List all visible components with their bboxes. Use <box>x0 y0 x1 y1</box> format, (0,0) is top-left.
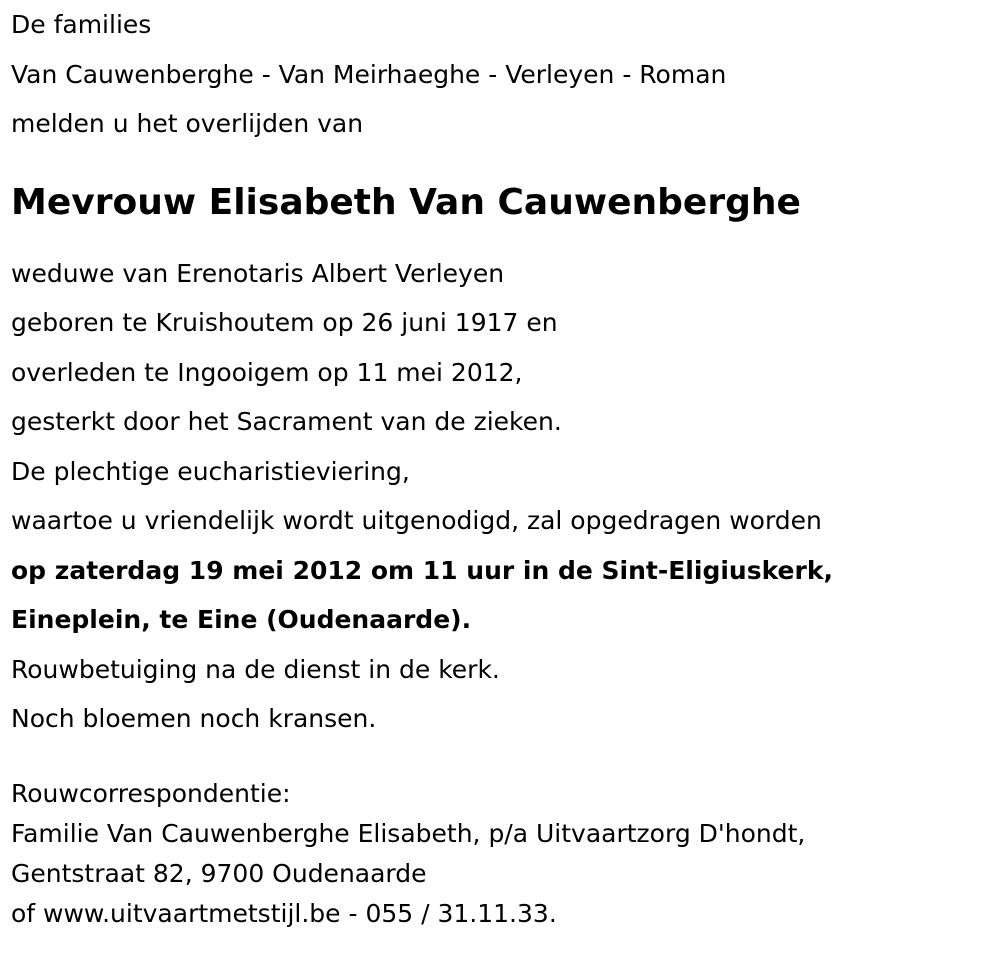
deceased-name: Mevrouw Elisabeth Van Cauwenberghe <box>11 181 801 223</box>
detail-widow: weduwe van Erenotaris Albert Verleyen <box>11 258 505 288</box>
service-location: Eineplein, te Eine (Oudenaarde). <box>11 605 472 634</box>
detail-born: geboren te Kruishoutem op 26 juni 1917 en <box>11 308 558 337</box>
intro-announcement: melden u het overlijden van <box>11 109 364 138</box>
service-date-church: op zaterdag 19 mei 2012 om 11 uur in de Sint-Eligiuskerk, <box>11 555 833 585</box>
detail-invitation: waartoe u vriendelijk wordt uitgenodigd, zal opgedragen worden <box>11 506 822 535</box>
detail-sacrament: gesterkt door het Sacrament van de zieken. <box>11 407 562 436</box>
condolences-note: Rouwbetuiging na de dienst in de kerk. <box>11 654 500 684</box>
correspondence-heading: Rouwcorrespondentie: <box>11 778 291 808</box>
detail-died: overleden te Ingooigem op 11 mei 2012, <box>11 357 523 387</box>
intro-families-label: De families <box>11 10 152 39</box>
correspondence-address: Gentstraat 82, 9700 Oudenaarde <box>11 858 427 888</box>
no-flowers-note: Noch bloemen noch kransen. <box>11 704 377 733</box>
detail-eucharist: De plechtige eucharistieviering, <box>11 456 410 486</box>
correspondence-block <box>11 774 991 934</box>
intro-family-names: Van Cauwenberghe - Van Meirhaeghe - Verleyen - Roman <box>11 59 727 89</box>
death-notice <box>11 0 991 934</box>
correspondence-web-phone: of www.uitvaartmetstijl.be - 055 / 31.11.33. <box>11 898 557 928</box>
correspondence-recipient: Familie Van Cauwenberghe Elisabeth, p/a Uitvaartzorg D'hondt, <box>11 818 806 848</box>
